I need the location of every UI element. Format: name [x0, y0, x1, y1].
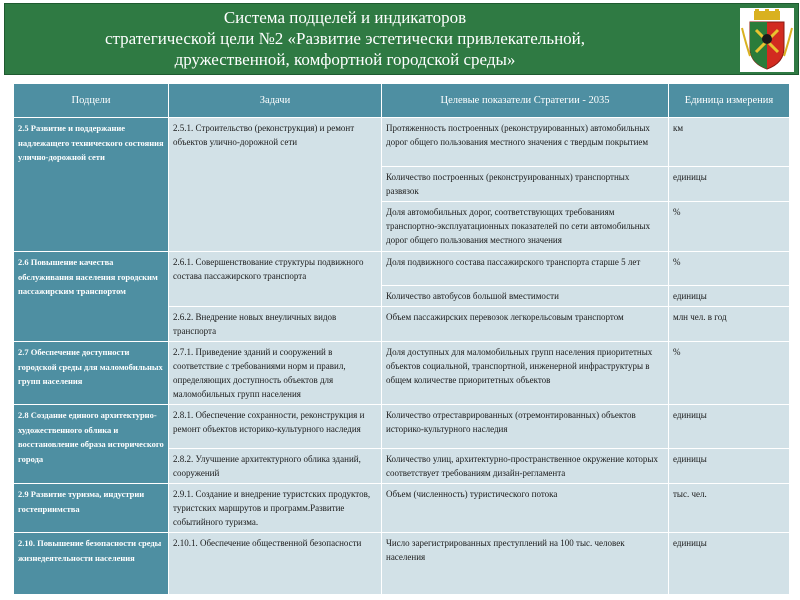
unit-cell: единицы: [669, 167, 790, 202]
subgoal-cell: 2.10. Повышение безопасности среды жизнедеятельности населения: [14, 533, 169, 595]
unit-cell: единицы: [669, 449, 790, 484]
header-unit: Единица измерения: [669, 84, 790, 118]
indicator-cell: Доля подвижного состава пассажирского транспорта старше 5 лет: [382, 252, 669, 286]
task-cell: 2.8.2. Улучшение архитектурного облика зданий, сооружений: [169, 449, 382, 484]
table-row: [14, 118, 790, 167]
task-cell: 2.5.1. Строительство (реконструкция) и ремонт объектов улично-дорожной сети: [169, 118, 382, 252]
unit-cell: %: [669, 202, 790, 252]
title-line-2: стратегической цели №2 «Развитие эстетически привлекательной,: [104, 29, 586, 48]
subgoal-cell: 2.9 Развитие туризма, индустрии гостеприимства: [14, 484, 169, 533]
task-cell: 2.8.1. Обеспечение сохранности, реконструкция и ремонт объектов историко-культурного наследия: [169, 405, 382, 449]
coat-of-arms-icon: [740, 8, 794, 72]
task-cell: 2.10.1. Обеспечение общественной безопасности: [169, 533, 382, 595]
unit-cell: единицы: [669, 533, 790, 595]
title-banner: [4, 3, 799, 75]
table-row: [14, 484, 790, 533]
indicator-cell: Количество улиц, архитектурно-пространственное окружение которых соответствует требованиям дизайн-регламента: [382, 449, 669, 484]
indicator-cell: Объем (численность) туристического потока: [382, 484, 669, 533]
table-row: [14, 533, 790, 595]
header-subgoals: Подцели: [14, 84, 169, 118]
table-row: [14, 252, 790, 286]
table-row: [14, 405, 790, 449]
title-line-3: дружественной, комфортной городской среды»: [174, 50, 516, 69]
unit-cell: км: [669, 118, 790, 167]
indicator-cell: Количество автобусов большой вместимости: [382, 286, 669, 307]
indicator-cell: Доля доступных для маломобильных групп населения приоритетных объектов социальной, транспортной, инженерной инфраструктуры в общем количестве приоритетных объектов: [382, 342, 669, 405]
indicator-cell: Объем пассажирских перевозок легкорельсовым транспортом: [382, 307, 669, 342]
indicators-table: [13, 83, 790, 595]
unit-cell: %: [669, 342, 790, 405]
table-header-row: [14, 84, 790, 118]
unit-cell: единицы: [669, 286, 790, 307]
indicator-cell: Протяженность построенных (реконструированных) автомобильных дорог общего пользования местного значения с твердым покрытием: [382, 118, 669, 167]
unit-cell: млн чел. в год: [669, 307, 790, 342]
indicator-cell: Число зарегистрированных преступлений на 100 тыс. человек населения: [382, 533, 669, 595]
task-cell: 2.6.1. Совершенствование структуры подвижного состава пассажирского транспорта: [169, 252, 382, 307]
subgoal-cell: 2.5 Развитие и поддержание надлежащего технического состояния улично-дорожной сети: [14, 118, 169, 252]
task-cell: 2.9.1. Создание и внедрение туристских продуктов, туристских маршрутов и программ.Развитие событийного туризма.: [169, 484, 382, 533]
table-row: [14, 342, 790, 405]
task-cell: 2.7.1. Приведение зданий и сооружений в соответствие с требованиями норм и правил, определяющих доступность объектов для маломобильных групп населения: [169, 342, 382, 405]
task-cell: 2.6.2. Внедрение новых внеуличных видов транспорта: [169, 307, 382, 342]
header-indicators: Целевые показатели Стратегии - 2035: [382, 84, 669, 118]
subgoal-cell: 2.7 Обеспечение доступности городской среды для маломобильных групп населения: [14, 342, 169, 405]
indicator-cell: Количество построенных (реконструированных) транспортных развязок: [382, 167, 669, 202]
title-line-1: Система подцелей и индикаторов: [223, 8, 467, 27]
subgoal-cell: 2.6 Повышение качества обслуживания населения городским пассажирским транспортом: [14, 252, 169, 342]
unit-cell: единицы: [669, 405, 790, 449]
unit-cell: тыс. чел.: [669, 484, 790, 533]
page-title: [5, 7, 685, 70]
header-tasks: Задачи: [169, 84, 382, 118]
indicator-cell: Количество отреставрированных (отремонтированных) объектов историко-культурного наследия: [382, 405, 669, 449]
indicator-cell: Доля автомобильных дорог, соответствующих требованиям транспортно-эксплуатационных показателей по сети автомобильных дорог общего пользования местного значения: [382, 202, 669, 252]
subgoal-cell: 2.8 Создание единого архитектурно-художественного облика и восстановление образа исторического города: [14, 405, 169, 484]
unit-cell: %: [669, 252, 790, 286]
